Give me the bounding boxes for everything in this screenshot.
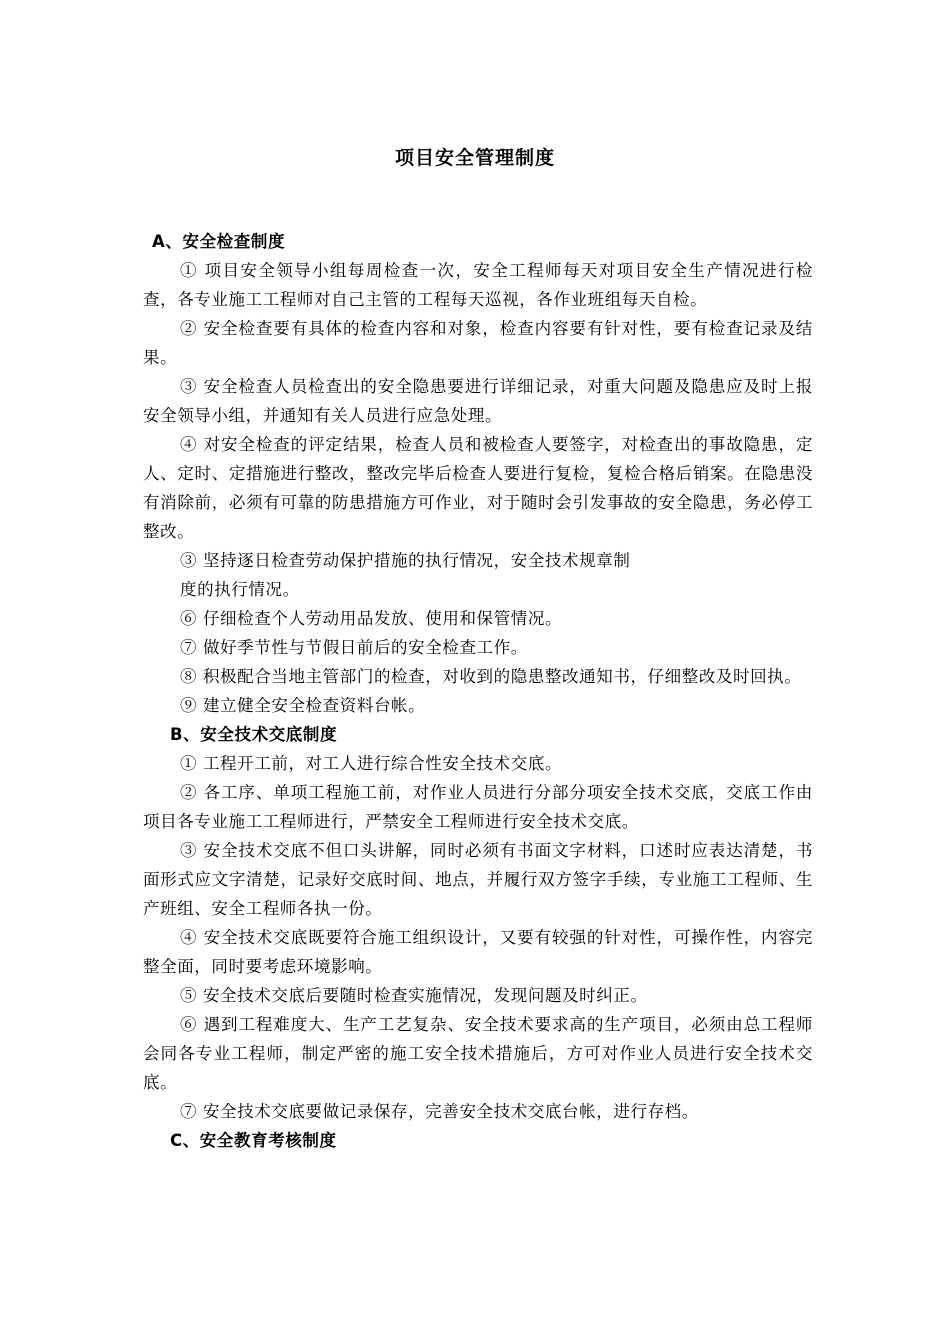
section-heading-a: A、安全检查制度 [152, 232, 286, 251]
section-a-item-5 [143, 546, 813, 604]
section-heading-b: B、安全技术交底制度 [170, 725, 338, 744]
section-b-item-3: ③ 安全技术交底不但口头讲解，同时必须有书面文字材料，口述时应表达清楚，书面形式应文字清楚，记录好交底时间、地点，并履行双方签字手续，专业施工工程师、生产班组、安全工程师各执一份。 [143, 841, 813, 918]
section-a-item-6: ⑥ 仔细检查个人劳动用品发放、使用和保管情况。 [180, 609, 563, 628]
section-a-item-7: ⑦ 做好季节性与节假日前后的安全检查工作。 [180, 638, 528, 657]
section-b-item-7: ⑦ 安全技术交底要做记录保存，完善安全技术交底台帐，进行存档。 [180, 1102, 699, 1121]
section-a-item-3: ③ 安全检查人员检查出的安全隐患要进行详细记录，对重大问题及隐患应及时上报安全领导小组，并通知有关人员进行应急处理。 [143, 377, 813, 425]
section-b-item-6: ⑥ 遇到工程难度大、生产工艺复杂、安全技术要求高的生产项目，必须由总工程师会同各专业工程师，制定严密的施工安全技术措施后，方可对作业人员进行安全技术交底。 [143, 1015, 813, 1092]
section-b-item-2: ② 各工序、单项工程施工前，对作业人员进行分部分项安全技术交底，交底工作由项目各专业施工工程师进行，严禁安全工程师进行安全技术交底。 [143, 783, 813, 831]
section-a-item-8: ⑧ 积极配合当地主管部门的检查，对收到的隐患整改通知书，仔细整改及时回执。 [180, 667, 802, 686]
section-a-item-5-line-1: ③ 坚持逐日检查劳动保护措施的执行情况，安全技术规章制 [180, 551, 631, 570]
document-title: 项目安全管理制度 [394, 147, 555, 169]
section-a-item-2: ② 安全检查要有具体的检查内容和对象，检查内容要有针对性，要有检查记录及结果。 [143, 319, 813, 367]
document-body [143, 227, 813, 1155]
section-a-item-4: ④ 对安全检查的评定结果，检查人员和被检查人要签字，对检查出的事故隐患，定人、定时、定措施进行整改，整改完毕后检查人要进行复检，复检合格后销案。在隐患没有消除前，必须有可靠的防患措施方可作业，对于随时会引发事故的安全隐患，务必停工整改。 [143, 435, 813, 541]
section-a-item-5-line-2: 度的执行情况。 [180, 580, 300, 599]
section-b-item-5: ⑤ 安全技术交底后要随时检查实施情况，发现问题及时纠正。 [180, 986, 648, 1005]
section-a-item-1: ① 项目安全领导小组每周检查一次，安全工程师每天对项目安全生产情况进行检查，各专业施工工程师对自己主管的工程每天巡视，各作业班组每天自检。 [143, 261, 813, 309]
section-b-item-1: ① 工程开工前，对工人进行综合性安全技术交底。 [180, 754, 563, 773]
section-b-item-4: ④ 安全技术交底既要符合施工组织设计，又要有较强的针对性，可操作性，内容完整全面，同时要考虑环境影响。 [143, 928, 813, 976]
section-a-item-9: ⑨ 建立健全安全检查资料台帐。 [180, 696, 426, 715]
section-heading-c: C、安全教育考核制度 [170, 1131, 337, 1150]
